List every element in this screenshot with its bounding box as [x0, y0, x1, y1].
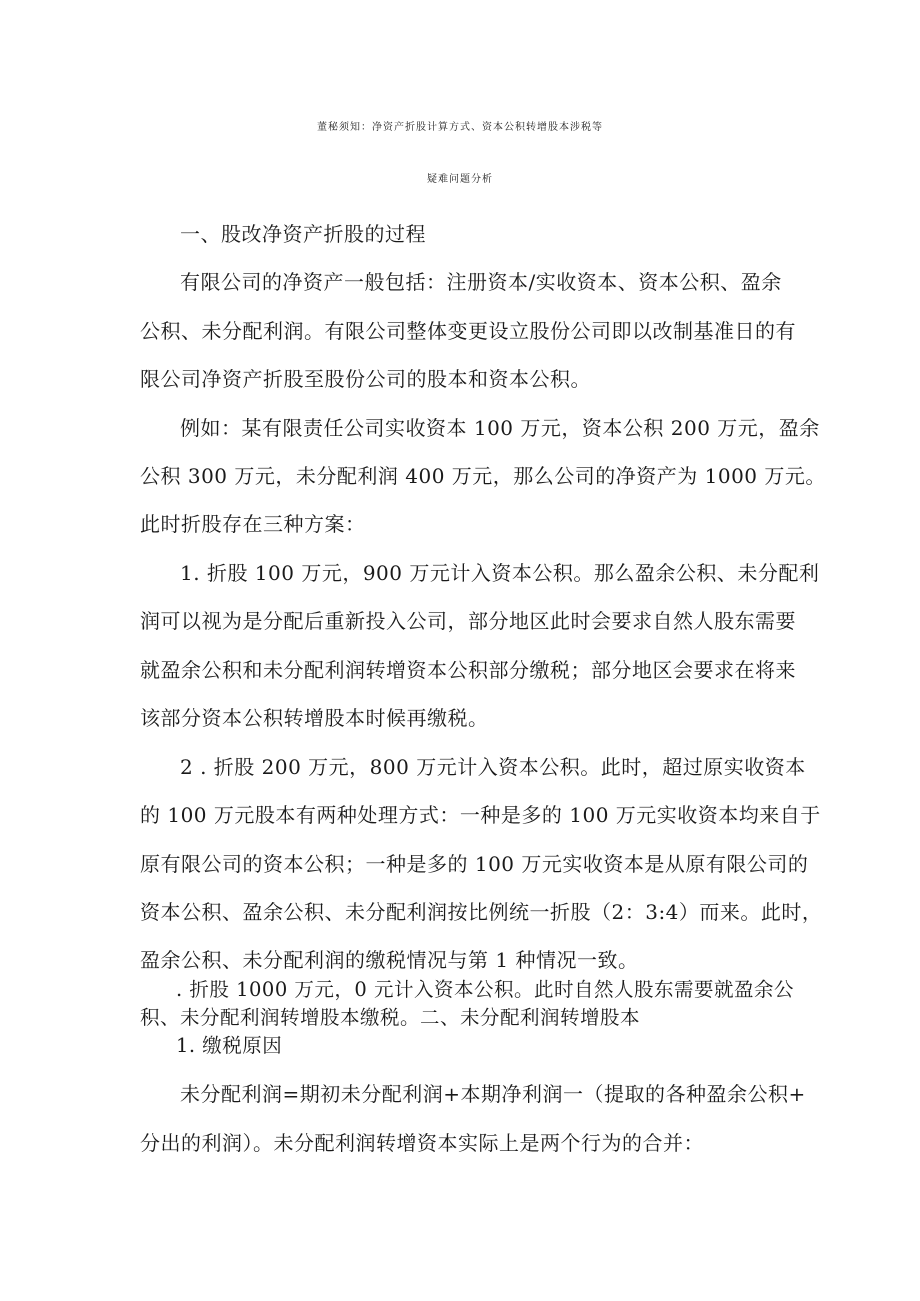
list-item-line: 2 . 折股 200 万元，800 万元计入资本公积。此时，超过原实收资本 [180, 755, 806, 779]
paragraph-line: 未分配利润=期初未分配利润+本期净利润一（提取的各种盈余公积+ [180, 1082, 806, 1106]
list-item-line: 原有限公司的资本公积；一种是多的 100 万元实收资本是从原有限公司的 [140, 852, 809, 876]
paragraph-line: 公积 300 万元，未分配利润 400 万元，那么公司的净资产为 1000 万元。 [140, 464, 826, 488]
paragraph-line: 例如：某有限责任公司实收资本 100 万元，资本公积 200 万元，盈余 [180, 416, 820, 440]
section-heading-1: 一、股改净资产折股的过程 [180, 222, 426, 246]
document-title-line-1: 董秘须知：净资产折股计算方式、资本公积转增股本涉税等 [317, 122, 603, 133]
paragraph-line: 此时折股存在三种方案： [140, 512, 366, 536]
document-title-line-2: 疑难问题分析 [427, 174, 493, 185]
paragraph-line: 分出的利润）。未分配利润转增资本实际上是两个行为的合并： [140, 1131, 704, 1155]
list-item-line: 1. 折股 100 万元，900 万元计入资本公积。那么盈余公积、未分配利 [180, 561, 820, 585]
list-item-line: 资本公积、盈余公积、未分配利润按比例统一折股（2：3:4）而来。此时， [140, 900, 823, 924]
list-item-line: 盈余公积、未分配利润的缴税情况与第 1 种情况一致。 [140, 948, 639, 972]
section-heading-2: 1. 缴税原因 [176, 1034, 283, 1057]
list-item-line: . 折股 1000 万元，0 元计入资本公积。此时自然人股东需要就盈余公 [176, 978, 795, 1001]
paragraph-line: 公积、未分配利润。有限公司整体变更设立股份公司即以改制基准日的有 [140, 319, 796, 343]
list-item-line: 积、未分配利润转增股本缴税。二、未分配利润转增股本 [140, 1006, 641, 1029]
paragraph-line: 有限公司的净资产一般包括：注册资本/实收资本、资本公积、盈余 [180, 270, 782, 294]
list-item-line: 的 100 万元股本有两种处理方式：一种是多的 100 万元实收资本均来自于 [140, 803, 821, 827]
list-item-line: 就盈余公积和未分配利润转增资本公积部分缴税；部分地区会要求在将来 [140, 658, 796, 682]
paragraph-line: 限公司净资产折股至股份公司的股本和资本公积。 [140, 367, 591, 391]
list-item-line: 润可以视为是分配后重新投入公司，部分地区此时会要求自然人股东需要 [140, 609, 796, 633]
list-item-line: 该部分资本公积转增股本时候再缴税。 [140, 706, 489, 730]
